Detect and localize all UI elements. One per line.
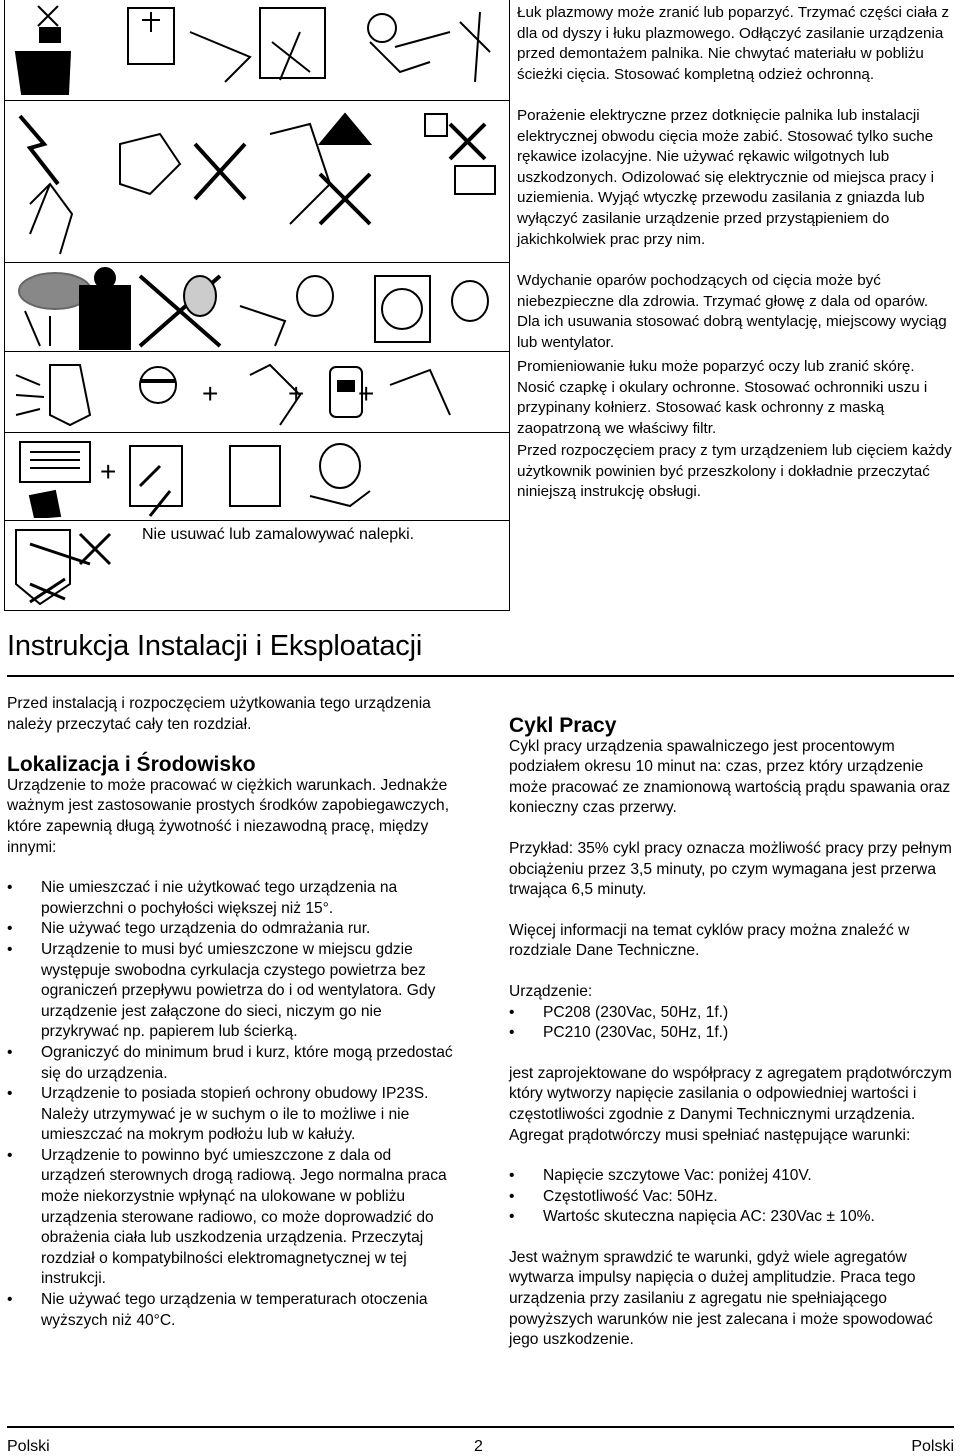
fumes-hazard-icon [10, 266, 505, 350]
generator-paragraph: jest zaprojektowane do współpracy z agregatem prądotwórczym który wytworzy napięcie zasilania o odpowiedniej wartości i częstotliwości zgodnie z Danymi Technicznymi urządzenia. Agregat prądotwórczy musi spełniać następujące warunki: [509, 1064, 952, 1144]
electric-shock-hazard-icon [10, 104, 505, 260]
grid-line [4, 262, 509, 263]
generator-warning: Jest ważnym sprawdzić te warunki, gdyż wiele agregatów wytwarza impulsy napięcia o dużej amplitudzie. Praca tego urządzenia przy zasilaniu z agregatu nie spełniającego powyższych warunków nie jest zalecana i może spowodować jego uszkodzenie. [509, 1248, 933, 1349]
page-title: Instrukcja Instalacji i Eksploatacji [7, 630, 423, 662]
warning-plasma-arc: Łuk plazmowy może zranić lub poparzyć. Trzymać części ciała z dla od dyszy i łuku plazmowego. Odłączyć zasilanie urządzenia przed demontażem palnika. Nie chwytać materiału w pobliżu ścieżki cięcia. Stosować kompletną odzież ochronną. [517, 4, 950, 83]
warning-arc-rays: Promieniowanie łuku może poparzyć oczy lub zranić skórę. Nosić czapkę i okulary ochronne. Stosować ochronniki uszu i przypinany kołnierz. Stosować kask ochronny z maską zaopatrzoną we właściwy filtr. [517, 358, 928, 437]
list-item: • Urządzenie to posiada stopień ochrony obudowy IP23S. Należy utrzymywać je w suchym o ile to możliwe i nie umieszczać na mokrym podłożu lub w kałuży. [7, 1084, 457, 1146]
footer-language-left: Polski [7, 1438, 50, 1455]
list-item: • PC210 (230Vac, 50Hz, 1f.) [509, 1023, 955, 1044]
list-item: • Nie używać tego urządzenia do odmrażania rur. [7, 919, 457, 940]
warning-read-manual: Przed rozpoczęciem pracy z tym urządzeniem lub cięciem każdy użytkownik powinien być przeszkolony i dokładnie przeczytać niniejszą instrukcję obsługi. [517, 442, 952, 501]
divider [7, 675, 954, 677]
right-column [509, 716, 955, 1351]
list-item: • Wartośc skuteczna napięcia AC: 230Vac ± 10%. [509, 1207, 955, 1228]
duty-cycle-example: Przykład: 35% cykl pracy oznacza możliwość pracy przy pełnym obciążeniu przez 3,5 minuty, po czym wymagana jest przerwa trwająca 6,5 minuty. [509, 839, 952, 899]
model-list [509, 1003, 955, 1044]
list-item: • Napięcie szczytowe Vac: poniżej 410V. [509, 1166, 955, 1187]
generator-conditions [509, 1166, 955, 1228]
page-number: 2 [474, 1438, 483, 1455]
plasma-arc-hazard-icon [10, 2, 505, 98]
list-item: • Ograniczyć do minimum brud i kurz, które mogą przedostać się do urządzenia. [7, 1043, 457, 1084]
plus-sign: + [202, 378, 219, 409]
section-heading-location: Lokalizacja i Środowisko [7, 753, 256, 777]
plus-sign: + [288, 378, 305, 409]
device-label: Urządzenie: [509, 982, 593, 1000]
grid-line [4, 520, 509, 521]
plus-sign: + [358, 378, 375, 409]
duty-cycle-more-info: Więcej informacji na temat cyklów pracy można znaleźć w rozdziale Dane Techniczne. [509, 921, 910, 960]
list-item: • Nie używać tego urządzenia w temperaturach otoczenia wyższych niż 40°C. [7, 1290, 457, 1331]
footer-divider [7, 1426, 954, 1428]
list-item: • PC208 (230Vac, 50Hz, 1f.) [509, 1003, 955, 1024]
location-bullets [7, 878, 457, 1331]
left-column [7, 694, 457, 1331]
location-paragraph: Urządzenie to może pracować w ciężkich warunkach. Jednakże ważnym jest zastosowanie prostych środków zapobiegawczych, które zapewnią długą żywotność i niezawodną pracę, między innymi: [7, 776, 450, 856]
list-item: • Urządzenie to musi być umieszczone w miejscu gdzie występuje swobodna cyrkulacja czystego powietrza bez ograniczeń przepływu powietrza do i od wentylatora. Gdy urządzenie jest załączone do sieci, niczym go nie przykrywać np. papierem lub ścierką. [7, 940, 457, 1043]
arc-rays-hazard-icon [10, 355, 505, 431]
list-item: • Nie umieszczać i nie użytkować tego urządzenia na powierzchni o pochyłości większej niż 15°. [7, 878, 457, 919]
sticker-warning-icon [10, 524, 130, 608]
grid-line [4, 351, 509, 352]
sticker-note: Nie usuwać lub zamalowywać nalepki. [142, 526, 415, 543]
grid-line [4, 100, 509, 101]
grid-line [4, 0, 5, 610]
footer-language-right: Polski [911, 1438, 954, 1455]
list-item: • Urządzenie to powinno być umieszczone z dala od urządzeń sterownych drogą radiową. Jego normalna praca może niekorzystnie wpłynąć na ulokowane w pobliżu urządzenia sterowane radiowo, co może doprowadzić do obrażenia ciała lub uszkodzenia urządzenia. Przeczytaj rozdział o kompatybilności elektromagnetycznej w tej instrukcji. [7, 1146, 457, 1290]
intro-text: Przed instalacją i rozpoczęciem użytkowania tego urządzenia należy przeczytać cały ten rozdział. [7, 695, 431, 733]
duty-cycle-definition: Cykl pracy urządzenia spawalniczego jest procentowym podziałem okresu 10 minut na: czas, przez który urządzenie może pracować ze znamionową wartością prądu spawania oraz konieczny czas przerwy. [509, 737, 951, 817]
read-manual-icon [10, 436, 505, 518]
grid-line [4, 432, 509, 433]
plus-sign: + [100, 456, 117, 487]
warning-fumes: Wdychanie oparów pochodzących od cięcia może być niebezpieczne dla zdrowia. Trzymać głowę z dala od oparów. Dla ich usuwania stosować dobrą wentylację, miejscowy wyciąg lub wentylator. [517, 272, 947, 351]
section-heading-duty-cycle: Cykl Pracy [509, 714, 617, 737]
warning-electric-shock: Porażenie elektryczne przez dotknięcie palnika lub instalacji elektrycznej obwodu cięcia może zabić. Stosować tylko suche rękawice izolacyjne. Nie używać rękawic wilgotnych lub uszkodzonych. Odizolować się elektrycznie od miejsca pracy i uziemienia. Wyjąć wtyczkę przewodu zasilania z gniazda lub wyłączyć zasilanie urządzenie przed przystąpieniem do jakichkolwiek prac przy nim. [517, 107, 934, 248]
list-item: • Częstotliwość Vac: 50Hz. [509, 1187, 955, 1208]
